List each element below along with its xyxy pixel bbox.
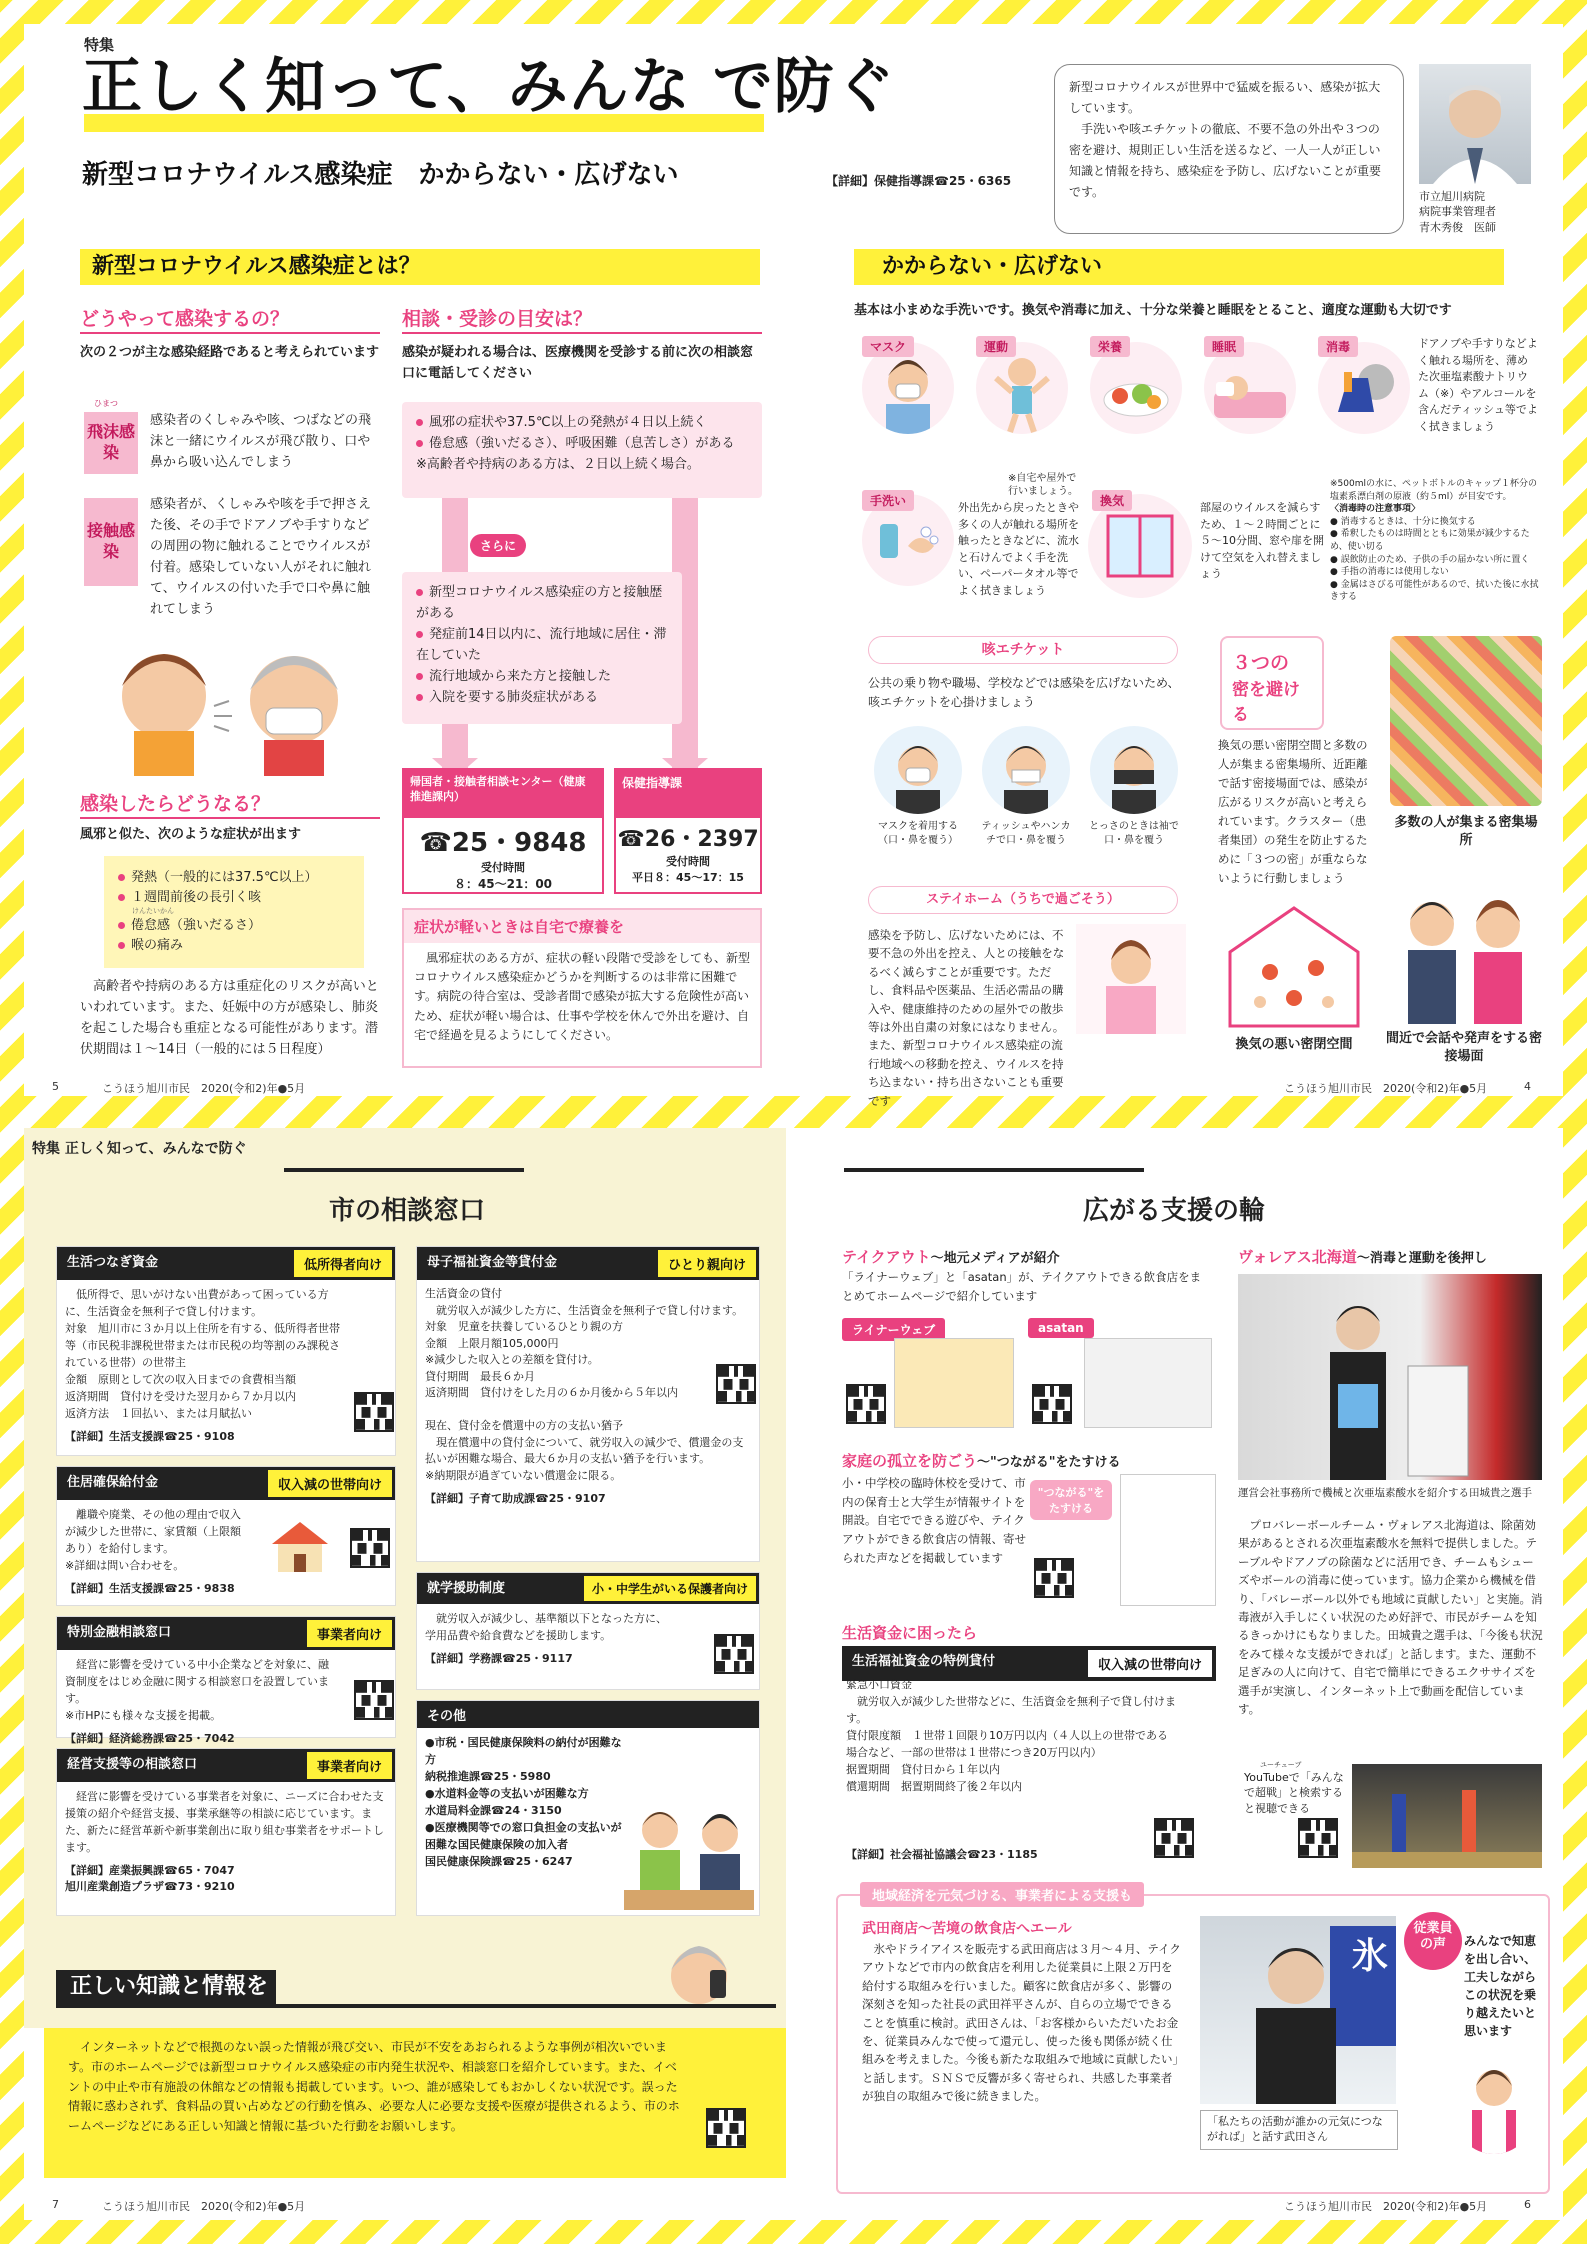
divider bbox=[80, 817, 380, 819]
left-section-title: 新型コロナウイルス感染症とは？ bbox=[92, 254, 421, 279]
disinfect-text: ドアノブや手すりなどよく触れる場所を、薄めた次亜塩素酸ナトリウム（※）やアルコールを含んだティッシュ等でよく拭きましょう bbox=[1418, 337, 1538, 433]
takeda-title: 武田商店～苦境の飲食店へエール bbox=[862, 1921, 1072, 1937]
box-finance bbox=[56, 1616, 396, 1746]
voreas-heading bbox=[1238, 1246, 1487, 1267]
ventilate-text: 部屋のウイルスを減らすため、１～２時間ごとに５～10分間、窓や扉を開けて空気を入れ替えましょう bbox=[1200, 501, 1324, 580]
symptom-item: 倦怠感（強いだるさ） bbox=[118, 916, 350, 936]
box-tag: ひとり親向け bbox=[658, 1250, 756, 1277]
center1-tel: ☎25・9848 bbox=[419, 828, 587, 858]
doctor-caption: 市立旭川病院 病院事業管理者 青木秀俊 医師 bbox=[1419, 190, 1496, 234]
mitsu-crowd: 多数の人が集まる密集場所 bbox=[1394, 815, 1538, 849]
disinfect-note: ※500mlの水に、ペットボトルのキャップ１杯分の塩素系漂白剤の原液（約５ml）が目安です。 bbox=[1330, 479, 1537, 502]
bottom-spread bbox=[24, 1128, 1563, 2220]
living-title: 生活資金に困ったら bbox=[842, 1624, 978, 1642]
box-title: 母子福祉資金等貸付金 bbox=[427, 1255, 558, 1270]
doctor-bubble bbox=[1054, 64, 1404, 234]
cough-item-3: とっさのときは袖で口・鼻を覆う bbox=[1089, 821, 1179, 846]
footer-left: こうほう旭川市民 2020(令和2)年●5月 bbox=[102, 1082, 306, 1095]
takeout-sub: ～地元メディアが紹介 bbox=[930, 1251, 1060, 1266]
qr-code[interactable] bbox=[706, 2108, 746, 2148]
symptoms-box bbox=[104, 856, 364, 968]
criteria-item: 流行地域から来た方と接触した bbox=[416, 666, 668, 687]
box-ref: 【詳細】生活支援課☎25・9108 bbox=[65, 1430, 235, 1444]
right-section-title-bar bbox=[854, 249, 1504, 285]
living-box-tag: 収入減の世帯向け bbox=[1087, 1649, 1213, 1678]
droplet-label: 飛沫感染 bbox=[84, 412, 138, 474]
box-title: その他 bbox=[417, 1701, 759, 1728]
stayhome-illustration bbox=[1076, 924, 1186, 1034]
caution-item: ● 誤飲防止のため、子供の手の届かない所に置く bbox=[1330, 554, 1530, 565]
criteria1-box bbox=[402, 402, 762, 498]
voreas-title: ヴォレアス北海道 bbox=[1238, 1248, 1357, 1266]
box-tag: 低所得者向け bbox=[294, 1250, 392, 1277]
consult-illustration bbox=[624, 1794, 754, 1910]
caution-item: ● 手指の消毒には使用しない bbox=[1330, 567, 1449, 578]
mitsu-close: 間近で会話や発声をする密接場面 bbox=[1385, 1031, 1542, 1065]
living-text: 緊急小口資金 就労収入が減少した世帯などに、生活資金を無利子で貸し付けます。 貸付限度額 １世帯１回限り10万円以内（４人以上の世帯である場合など、一部の世帯は１世帯につき20万円以内） 据置期間 貸付日から１年以内 償還期間 据置期間終了後２年以内 bbox=[846, 1678, 1176, 1794]
box-title: 就学援助制度 bbox=[427, 1581, 506, 1596]
criteria2-box bbox=[402, 572, 682, 724]
symptom-item: 発熱（一般的には37.5℃以上） bbox=[118, 868, 350, 888]
mitsu-title-1: ３つの bbox=[1232, 652, 1290, 674]
box-ref: 【詳細】産業振興課☎65・7047 旭川産業創造プラザ☎73・9210 bbox=[65, 1864, 235, 1894]
box-body: 就労収入が減少し、基準額以下となった方に、学用品費や給食費などを援助します。 bbox=[425, 1612, 667, 1643]
cough-text: 公共の乗り物や職場、学校などでは感染を広げないため、咳エチケットを心掛けましょう bbox=[868, 676, 1180, 710]
mild-title: 症状が軽いときは自宅で療養を bbox=[404, 910, 760, 943]
center1-hours: ８：45～21：00 bbox=[453, 877, 553, 891]
qr-code[interactable] bbox=[350, 1528, 390, 1568]
criteria-item: 新型コロナウイルス感染症の方と接触歴がある bbox=[416, 585, 663, 622]
box-school-aid bbox=[416, 1572, 760, 1690]
caution-item: ● 希釈したものは時間とともに効果が減少するため、使い切る bbox=[1330, 529, 1530, 552]
asatan-screenshot[interactable] bbox=[1084, 1338, 1212, 1428]
cough-item-2: ティッシュやハンカチで口・鼻を覆う bbox=[981, 821, 1071, 846]
doctor-photo bbox=[1419, 64, 1531, 184]
voreas-sub: ～消毒と運動を後押し bbox=[1356, 1251, 1487, 1266]
symptom-ruby: けんたいかん bbox=[132, 907, 174, 916]
employee-illustration bbox=[1454, 2058, 1534, 2154]
furthermore-badge: さらに bbox=[470, 534, 526, 557]
takeda-text: 氷やドライアイスを販売する武田商店は３月～４月、テイクアウトなどで市内の飲食店を利用した従業員に上限２万円を給付する取組みを行いました。顧客に飲食店が多く、影響の深刻さを知った社長の武田祥平さんが、自らの立場でできることを慎重に検討。武田さんは、「お客様からいただいたお金を、従業員みんなで使って還元し、使った後も関係が続く仕組みを考えました。今後も新たな取組みで地域に貢献したい」と話します。ＳＮＳで反響が多く寄せられ、共感した事業者が独自の取組みで後に続きました。 bbox=[862, 1942, 1181, 2104]
detail-ref: 【詳細】保健指導課☎25・6365 bbox=[826, 174, 1012, 188]
box-body: 生活資金の貸付 就労収入が減少した方に、生活資金を無利子で貸し付けます。 対象 児童を扶養しているひとり親の方 金額 上限月額105,000円 ※減少した収入との差額を貸付け。 貸付期間 最長６か月 返済期間 貸付けをした月の６か月後から５年以内 現在、貸付金を償還中の方の支払い猶予 現在償還中の貸付金について、就労収入の減少で、償還金の支払いが困難な場合、最大６か月の支払い猶予を行います。 ※納期限が過ぎていない償還金に限る。 bbox=[425, 1287, 744, 1482]
icon-label-disinfect: 消毒 bbox=[1318, 336, 1358, 357]
criteria-item: 倦怠感（強いだるさ）、呼吸困難（息苦しさ）がある bbox=[416, 433, 748, 454]
qr-code[interactable] bbox=[1032, 1384, 1072, 1424]
footer-left: こうほう旭川市民 2020(令和2)年●5月 bbox=[102, 2200, 306, 2213]
box-title: 住居確保給付金 bbox=[67, 1475, 159, 1490]
box-title: 経営支援等の相談窓口 bbox=[67, 1757, 198, 1772]
isolation-badge: "つながる"をたすける bbox=[1030, 1480, 1112, 1520]
employee-text: みんなで知恵を出し合い、工夫しながらこの状況を乗り越えたいと思います bbox=[1464, 1934, 1537, 2038]
mitsu-text: 換気の悪い密閉空間と多数の人が集まる密集場所、近距離で話す密接場面では、感染が広がるリスクが高いと考えられています。クラスター（患者集団）の発生を防止するために「３つの密」が重ならないように行動しましょう bbox=[1218, 738, 1368, 885]
qr-code[interactable] bbox=[1154, 1818, 1194, 1858]
living-box-title: 生活福祉資金の特例貸付 bbox=[852, 1654, 996, 1669]
box-body: 離職や廃業、その他の理由で収入が減少した世帯に、家賃額（上限額あり）を給付します。 ※詳細は問い合わせを。 bbox=[65, 1508, 241, 1573]
box-management bbox=[56, 1748, 396, 1916]
right-lead: 基本は小まめな手洗いです。換気や消毒に加え、十分な栄養と睡眠をとること、適度な運動も大切です bbox=[854, 303, 1452, 318]
box-ref: 【詳細】経済総務課☎25・7042 bbox=[65, 1732, 235, 1746]
center2-hours: 平日８：45～17：15 bbox=[632, 871, 744, 884]
center1-name: 帰国者・接触者相談センター（健康推進課内） bbox=[404, 770, 602, 818]
handwash-text: 外出先から戻ったときや多くの人が触れる場所を触ったときなどに、流水と石けんでよく手を洗い、ペーパータオル等でよく拭きましょう bbox=[958, 501, 1079, 597]
youtube-thumbnail[interactable] bbox=[1352, 1764, 1542, 1868]
close-contact-illustration bbox=[1384, 874, 1544, 1024]
business-banner: 地域経済を元気づける、事業者による支援も bbox=[860, 1882, 1144, 1907]
divider bbox=[80, 332, 380, 334]
box-tag: 小・中学生がいる保護者向け bbox=[584, 1576, 756, 1601]
linerweb-screenshot[interactable] bbox=[894, 1338, 1014, 1428]
contact-label: 接触感染 bbox=[84, 498, 138, 586]
disinfect-notes bbox=[1330, 478, 1540, 604]
isolation-site-screenshot[interactable] bbox=[1120, 1474, 1216, 1606]
icon-label-mask: マスク bbox=[862, 336, 914, 357]
exercise-note: ※自宅や屋外で行いましょう。 bbox=[1008, 473, 1078, 497]
mild-text: 風邪症状のある方が、症状の軽い段階で受診をしても、新型コロナウイルス感染症かどうかを判断するのは非常に困難です。病院の待合室は、受診者間で感染が拡大する危険性が高いため、症状が軽い場合は、仕事や学校を休んで外出を避け、自宅で経過を見るようにしてください。 bbox=[414, 951, 751, 1042]
voreas-caption: 運営会社事務所で機械と次亜塩素酸水を紹介する田城貴之選手 bbox=[1238, 1487, 1532, 1499]
mitsu-title-2: 密を避ける bbox=[1232, 680, 1300, 725]
takeda-caption: 「私たちの活動が誰かの元気につながれば」と話す武田さん bbox=[1200, 2110, 1398, 2150]
box-body: 経営に影響を受けている事業者を対象に、ニーズに合わせた支援策の紹介や経営支援、事業承継等の相談に応じています。また、新たに経営革新や新事業創出に取り組む事業者をサポートします。 bbox=[65, 1790, 384, 1855]
right-section-title: かからない・広げない bbox=[882, 254, 1103, 279]
center2-name: 保健指導課 bbox=[616, 770, 760, 818]
box-tag: 事業者向け bbox=[307, 1620, 392, 1647]
center1-box bbox=[402, 768, 604, 894]
photo-sign: 氷 bbox=[1352, 1936, 1389, 1977]
top-spread bbox=[24, 24, 1563, 1108]
criteria-item: 入院を要する肺炎症状がある bbox=[416, 687, 668, 708]
qr-code[interactable] bbox=[714, 1634, 754, 1674]
center2-hours-label: 受付時間 bbox=[666, 855, 710, 868]
stayhome-text: 感染を予防し、広げないためには、不要不急の外出を控え、人との接触をなるべく減らすことが重要です。ただし、食料品や医薬品、生活必需品の購入や、健康維持のための屋外での散歩等は外出自粛の対象にはなりません。また、新型コロナウイルス感染症の流行地域への移動を控え、ウイルスを持ち込まない・持ち出さないことも重要です bbox=[868, 928, 1065, 1108]
divider bbox=[402, 332, 762, 334]
droplet-text: 感染者のくしゃみや咳、つばなどの飛沫と一緒にウイルスが飛び散り、口や鼻から吸い込んでしまう bbox=[150, 413, 372, 471]
knowledge-title: 正しい知識と情報を bbox=[56, 1970, 276, 2004]
voreas-photo bbox=[1238, 1274, 1542, 1480]
main-title: 正しく知って、みんな で防ぐ bbox=[82, 52, 896, 122]
page-number: 5 bbox=[52, 1080, 59, 1093]
criteria-item: 発症前14日以内に、流行地域に居住・滞在していた bbox=[416, 627, 667, 664]
left-section-title-bar bbox=[80, 249, 760, 285]
consult-lead: 感染が疑われる場合は、医療機関を受診する前に次の相談窓口に電話してください bbox=[402, 345, 754, 382]
support-title: 広がる支援の輪 bbox=[1082, 1196, 1265, 1226]
contact-text: 感染者が、くしゃみや咳を手で押さえた後、その手でドアノブや手すりなどの周囲の物に触れることでウイルスが付着。感染していない人がそれに触れて、ウイルスの付いた手で口や鼻に触れてしまう bbox=[150, 497, 372, 618]
footer-right: こうほう旭川市民 2020(令和2)年●5月 bbox=[1284, 1082, 1488, 1095]
cough-title: 咳エチケット bbox=[868, 636, 1178, 664]
consult-title: 相談・受診の目安は？ bbox=[402, 308, 593, 330]
house-icon bbox=[268, 1520, 332, 1572]
criteria-note: ※高齢者や持病のある方は、２日以上続く場合。 bbox=[416, 457, 700, 473]
cough-circle-3 bbox=[1090, 726, 1178, 814]
qr-code[interactable] bbox=[716, 1364, 756, 1404]
how-infect-lead: 次の２つが主な感染経路であると考えられています bbox=[80, 345, 380, 360]
after-title: 感染したらどうなる？ bbox=[80, 793, 271, 815]
closed-space-illustration bbox=[1220, 902, 1368, 1030]
footer-right: こうほう旭川市民 2020(令和2)年●5月 bbox=[1284, 2200, 1488, 2213]
living-ref: 【詳細】社会福祉協議会☎23・1185 bbox=[846, 1848, 1038, 1861]
support-line bbox=[844, 1168, 1144, 1172]
mild-box bbox=[402, 908, 762, 1068]
mitsu-closed: 換気の悪い密閉空間 bbox=[1235, 1037, 1353, 1052]
icon-label-exercise: 運動 bbox=[976, 336, 1016, 357]
page-number: 4 bbox=[1524, 1080, 1531, 1093]
caution-item: ● 金属はさびる可能性があるので、拭いた後に水拭きする bbox=[1330, 579, 1539, 603]
icon-label-ventilate: 換気 bbox=[1092, 490, 1132, 511]
qr-code[interactable] bbox=[1034, 1558, 1074, 1598]
voreas-text: プロバレーボールチーム・ヴォレアス北海道は、除菌効果があるとされる次亜塩素酸水を無料で提供しました。テーブルやドアノブの除菌などに活用でき、チームもシューズやボールの消毒に使っています。協力企業から機械を借り、「バレーボール以外でも地域に貢献したい」と実施。消毒液が入手しにくい状況のため好評で、市民がチームを知るきっかけにもなりました。田城貴之選手は、「今後も状況をみて様々な支援ができれば」と話します。また、運動不足ぎみの人に向けて、自宅で簡単にできるエクササイズを選手が実演し、インターネット上で動画を配信しています。 bbox=[1238, 1518, 1543, 1716]
takeout-text: 「ライナーウェブ」と「asatan」が、テイクアウトできる飲食店をまとめてホームページで紹介しています bbox=[842, 1270, 1202, 1303]
after-lead: 風邪と似た、次のような症状が出ます bbox=[80, 827, 302, 842]
box-title: 生活つなぎ資金 bbox=[67, 1255, 159, 1270]
box-ref: 【詳細】生活支援課☎25・9838 bbox=[65, 1582, 235, 1596]
doctor-message: 新型コロナウイルスが世界中で猛威を振るい、感染が拡大しています。 手洗いや咳エチケットの徹底、不要不急の外出や３つの密を避け、規則正しい生活を送るなど、一人一人が正しい知識と情報を持ち、感染症を予防し、広げないことが重要です。 bbox=[1069, 80, 1382, 199]
crowd-illustration bbox=[1390, 636, 1542, 806]
box-single-parent bbox=[416, 1246, 760, 1562]
center2-tel: ☎26・2397 bbox=[617, 827, 759, 852]
voreas-youtube: YouTubeで「みんなで超戦」と検索すると視聴できる bbox=[1244, 1771, 1344, 1815]
box-ref: 【詳細】子育て助成課☎25・9107 bbox=[425, 1492, 606, 1505]
box-tag: 事業者向け bbox=[307, 1752, 392, 1779]
cough-item-1: マスクを着用する（口・鼻を覆う） bbox=[878, 821, 958, 846]
takeout-tag-1: ライナーウェブ bbox=[842, 1318, 945, 1341]
isolation-sub: ～"つながる"をたすける bbox=[977, 1455, 1121, 1470]
page-number: 7 bbox=[52, 2198, 59, 2211]
box-title: 特別金融相談窓口 bbox=[67, 1625, 172, 1640]
box-body: 低所得で、思いがけない出費があって困っている方に、生活資金を無利子で貸し付けます。 対象 旭川市に３か月以上住所を有する、低所得者世帯等（市民税非課税世帯または市民税の均等割のみ課税されている世帯）の世帯主 金額 原則として次の収入日までの食費相当額 返済期間 貸付けを受けた翌月から７か月以内 返済方法 １回払い、または月賦払い bbox=[65, 1288, 340, 1421]
center2-box bbox=[614, 768, 762, 894]
page-number: 6 bbox=[1524, 2198, 1531, 2211]
qr-code[interactable] bbox=[354, 1680, 394, 1720]
cough-circle-1 bbox=[874, 726, 962, 814]
header-label: 特集 正しく知って、みんなで防ぐ bbox=[32, 1141, 247, 1157]
box-body: 経営に影響を受けている中小企業などを対象に、融資制度をはじめ金融に関する相談窓口を設置しています。 ※市HPにも様々な支援を掲載。 bbox=[65, 1658, 329, 1723]
title-line bbox=[284, 1168, 524, 1172]
box-tag: 収入減の世帯向け bbox=[268, 1470, 392, 1497]
box-ref: 【詳細】学務課☎25・9117 bbox=[425, 1652, 573, 1666]
stayhome-title: ステイホーム（うちで過ごそう） bbox=[868, 886, 1178, 914]
qr-code[interactable] bbox=[354, 1392, 394, 1432]
cough-illustration bbox=[94, 636, 374, 776]
takeout-tag-2: asatan bbox=[1028, 1318, 1094, 1338]
caution-item: ● 消毒するときは、十分に換気する bbox=[1330, 516, 1476, 527]
elderly-phone-illustration bbox=[644, 1936, 754, 2026]
qr-code[interactable] bbox=[1298, 1818, 1338, 1858]
mitsu-badge bbox=[1220, 636, 1324, 730]
droplet-ruby: ひまつ bbox=[94, 399, 118, 408]
after-text: 高齢者や持病のある方は重症化のリスクが高いといわれています。また、妊娠中の方が感染し、肺炎を起こした場合も重症となる可能性があります。潜伏期間は１～14日（一般的には５日程度） bbox=[80, 979, 379, 1058]
knowledge-text: インターネットなどで根拠のない誤った情報が飛び交い、市民が不安をあおられるような事例が相次いでいます。市のホームページでは新型コロナウイルス感染症の市内発生状況や、相談窓口を紹介しています。また、イベントの中止や市有施設の休館などの情報も掲載しています。いつ、誰が感染してもおかしくない状況です。誤った情報に惑わされず、食料品の買い占めなどの行動を慎み、必要な人に必要な支援や医療が提供されるよう、市のホームページなどにある正しい知識と情報に基づいた行動をお願いします。 bbox=[68, 2040, 680, 2134]
symptom-item: 喉の痛み bbox=[118, 936, 350, 956]
takeout-title: テイクアウト bbox=[842, 1248, 931, 1266]
center1-hours-label: 受付時間 bbox=[481, 861, 525, 874]
box-livelihood bbox=[56, 1246, 396, 1456]
employee-badge: 従業員の声 bbox=[1404, 1912, 1462, 1970]
icon-label-nutrition: 栄養 bbox=[1090, 336, 1130, 357]
subtitle: 新型コロナウイルス感染症 かからない・広げない bbox=[82, 160, 679, 190]
box-body: ●市税・国民健康保険料の納付が困難な方 納税推進課☎25・5980 ●水道料金等の支払いが困難な方 水道局料金課☎24・3150 ●医療機関等での窓口負担金の支払いが困難な国民健康保険の加入者 国民健康保険課☎25・6247 bbox=[425, 1736, 622, 1869]
how-infect-title: どうやって感染するの？ bbox=[80, 308, 290, 330]
isolation-heading bbox=[842, 1450, 1121, 1471]
cough-circle-2 bbox=[982, 726, 1070, 814]
icon-label-sleep: 睡眠 bbox=[1204, 336, 1244, 357]
voreas-youtube-ruby: ユーチューブ bbox=[1260, 1761, 1302, 1769]
consult-title: 市の相談窓口 bbox=[328, 1196, 485, 1226]
icon-label-handwash: 手洗い bbox=[862, 490, 914, 511]
isolation-title: 家庭の孤立を防ごう bbox=[842, 1452, 978, 1470]
isolation-text: 小・中学校の臨時休校を受けて、市内の保育士と大学生が情報サイトを開設。自宅でできる遊びや、テイクアウトができる飲食店の情報、寄せられた声などを掲載しています bbox=[842, 1476, 1026, 1565]
criteria-item: 風邪の症状や37.5℃以上の発熱が４日以上続く bbox=[416, 412, 748, 433]
takeout-heading bbox=[842, 1246, 1060, 1267]
qr-code[interactable] bbox=[846, 1384, 886, 1424]
special-label: 特集 bbox=[84, 36, 115, 54]
symptom-item: １週間前後の長引く咳 bbox=[118, 888, 350, 908]
box-housing bbox=[56, 1466, 396, 1606]
disinfect-caution-title: 〈消毒時の注意事項〉 bbox=[1330, 504, 1421, 515]
